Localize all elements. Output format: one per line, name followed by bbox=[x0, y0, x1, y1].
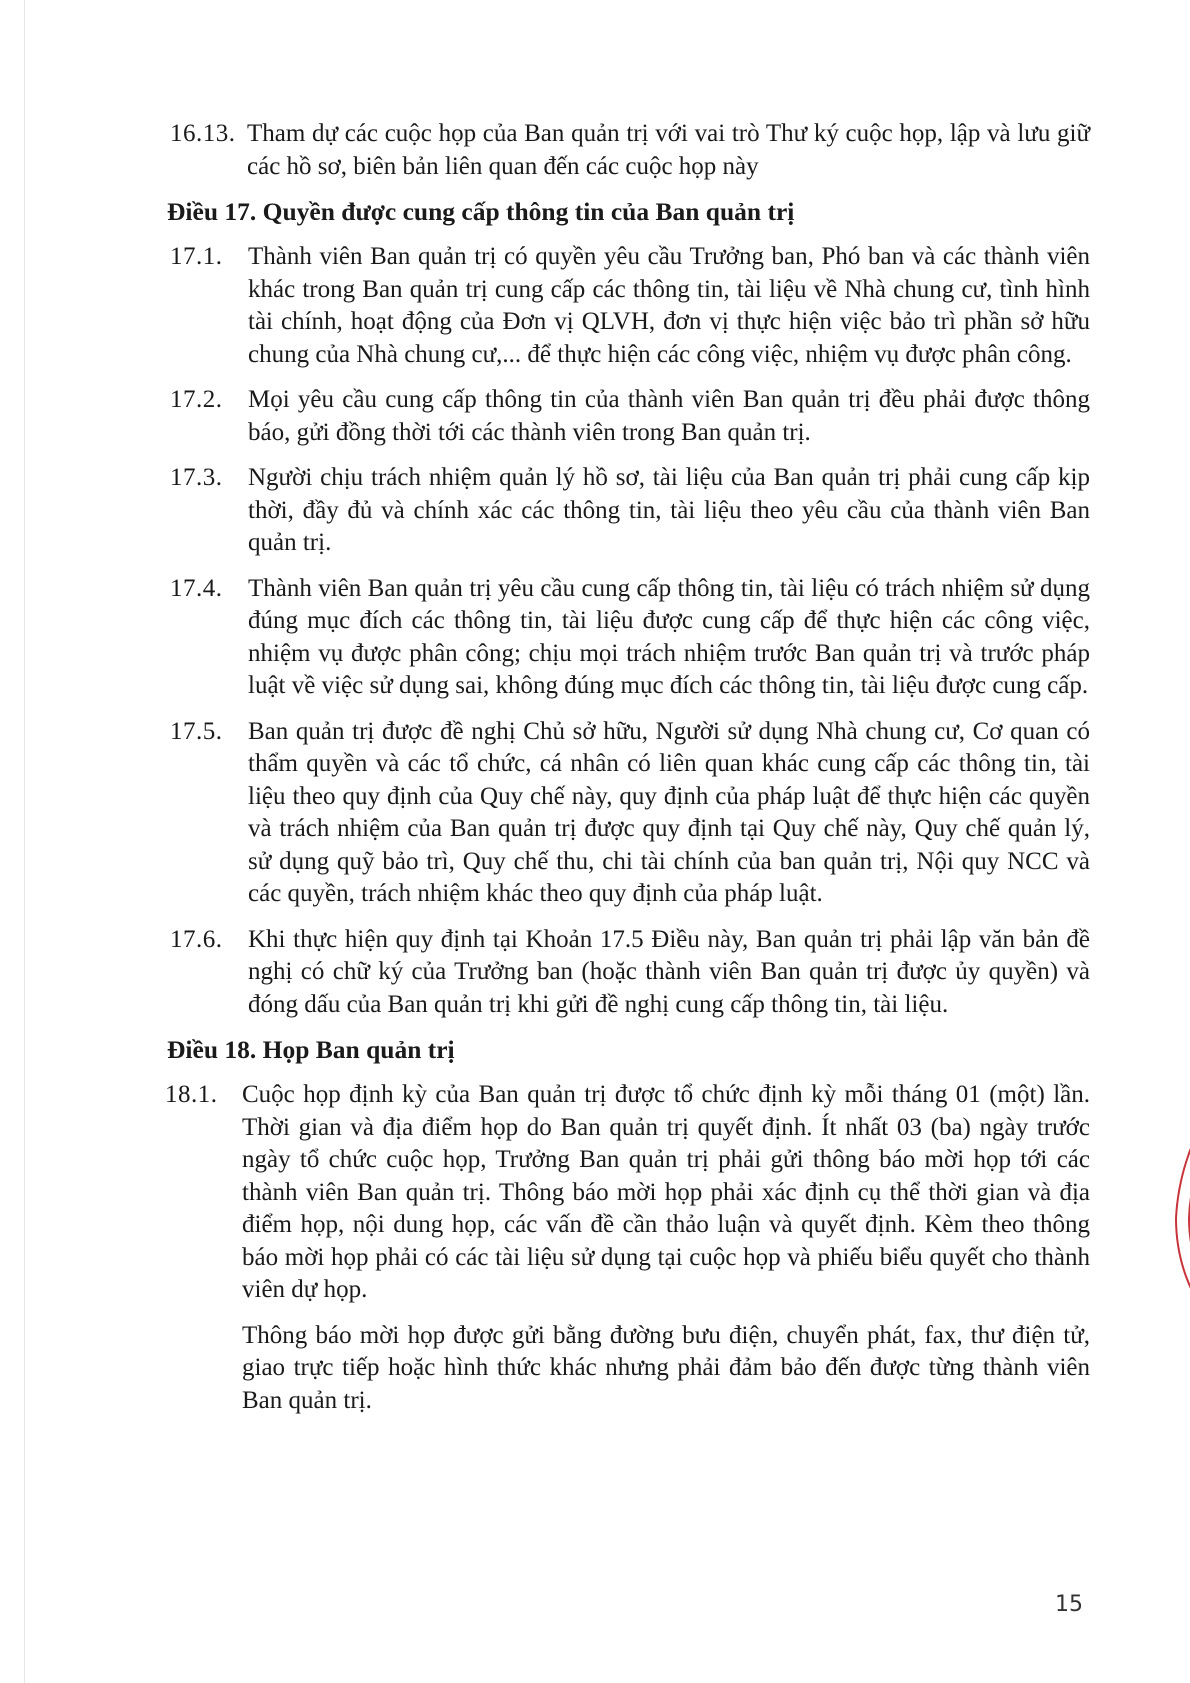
clause-text: Khi thực hiện quy định tại Khoản 17.5 Điều này, Ban quản trị phải lập văn bản đề nghị có chữ ký của Trưởng ban (hoặc thành viên Ban quản trị được ủy quyền) và đóng dấu của Ban quản trị khi gửi đề nghị cung cấp thông tin, tài liệu. bbox=[248, 925, 1090, 1018]
clause-17-1 bbox=[170, 241, 1090, 371]
article-18-heading: Điều 18. Họp Ban quản trị bbox=[167, 1035, 455, 1064]
clause-17-6 bbox=[170, 924, 1090, 1022]
document-body bbox=[165, 118, 1090, 1417]
clause-number: 18.1. bbox=[165, 1081, 218, 1108]
clause-number: 17.5. bbox=[170, 717, 223, 745]
clause-text: Người chịu trách nhiệm quản lý hồ sơ, tài liệu của Ban quản trị phải cung cấp kịp thời, đầy đủ và chính xác các thông tin, tài liệu theo yêu cầu của thành viên Ban quản trị. bbox=[248, 464, 1090, 556]
clause-number: 16.13. bbox=[170, 120, 236, 147]
clause-text: Thành viên Ban quản trị yêu cầu cung cấp thông tin, tài liệu có trách nhiệm sử dụng đúng mục đích các thông tin, tài liệu được cung cấp để thực hiện các công việc, nhiệm vụ được phân công; chịu mọi trách nhiệm trước Ban quản trị và trước pháp luật về việc sử dụng sai, không đúng mục đích các thông tin, tài liệu được cung cấp. bbox=[248, 574, 1090, 699]
red-seal-stamp bbox=[1160, 1100, 1190, 1330]
clause-text: Cuộc họp định kỳ của Ban quản trị được tổ chức định kỳ mỗi tháng 01 (một) lần. Thời gian và địa điểm họp do Ban quản trị quyết định. Ít nhất 03 (ba) ngày trước ngày tổ chức cuộc họp, Trưởng Ban quản trị phải gửi thông báo mời họp tới các thành viên Ban quản trị. Thông báo mời họp phải xác định cụ thể thời gian và địa điểm họp, nội dung họp, các vấn đề cần thảo luận và quyết định. Kèm theo thông báo mời họp phải có các tài liệu sử dụng tại cuộc họp và phiếu biểu quyết cho thành viên dự họp. bbox=[242, 1081, 1090, 1303]
clause-text: Thành viên Ban quản trị có quyền yêu cầu Trưởng ban, Phó ban và các thành viên khác trong Ban quản trị cung cấp các thông tin, tài liệu về Nhà chung cư, tình hình tài chính, hoạt động của Đơn vị QLVH, đơn vị thực hiện việc bảo trì phần sở hữu chung của Nhà chung cư,... để thực hiện các công việc, nhiệm vụ được phân công. bbox=[248, 243, 1090, 368]
clause-17-3 bbox=[170, 462, 1090, 560]
clause-text: Tham dự các cuộc họp của Ban quản trị với vai trò Thư ký cuộc họp, lập và lưu giữ các hồ sơ, biên bản liên quan đến các cuộc họp này bbox=[247, 120, 1090, 180]
clause-17-5 bbox=[170, 716, 1090, 911]
clause-number: 17.3. bbox=[170, 464, 223, 491]
scan-edge-line bbox=[24, 0, 25, 1683]
article-17-heading: Điều 17. Quyền được cung cấp thông tin của Ban quản trị bbox=[167, 197, 795, 226]
clause-number: 17.6. bbox=[170, 925, 223, 953]
clause-16-13 bbox=[170, 118, 1090, 183]
clause-number: 17.4. bbox=[170, 574, 223, 602]
clause-number: 17.1. bbox=[170, 243, 223, 270]
clause-text: Mọi yêu cầu cung cấp thông tin của thành viên Ban quản trị đều phải được thông báo, gửi đồng thời tới các thành viên trong Ban quản trị. bbox=[248, 386, 1090, 446]
clause-number: 17.2. bbox=[170, 386, 223, 413]
clause-17-2 bbox=[170, 384, 1090, 449]
clause-18-1-paragraph: Thông báo mời họp được gửi bằng đường bưu điện, chuyển phát, fax, thư điện tử, giao trực tiếp hoặc hình thức khác nhưng phải đảm bảo đến được từng thành viên Ban quản trị. bbox=[242, 1321, 1090, 1414]
clause-17-4 bbox=[170, 573, 1090, 703]
clause-text: Ban quản trị được đề nghị Chủ sở hữu, Người sử dụng Nhà chung cư, Cơ quan có thẩm quyền và các tổ chức, cá nhân có liên quan khác cung cấp các thông tin, tài liệu theo quy định của Quy chế này, quy định của pháp luật để thực hiện các quyền và trách nhiệm của Ban quản trị được quy định tại Quy chế này, Quy chế quản lý, sử dụng quỹ bảo trì, Quy chế thu, chi tài chính của ban quản trị, Nội quy NCC và các quyền, trách nhiệm khác theo quy định của pháp luật. bbox=[248, 717, 1090, 907]
page-number: 15 bbox=[1055, 1592, 1083, 1617]
clause-18-1 bbox=[165, 1079, 1090, 1307]
